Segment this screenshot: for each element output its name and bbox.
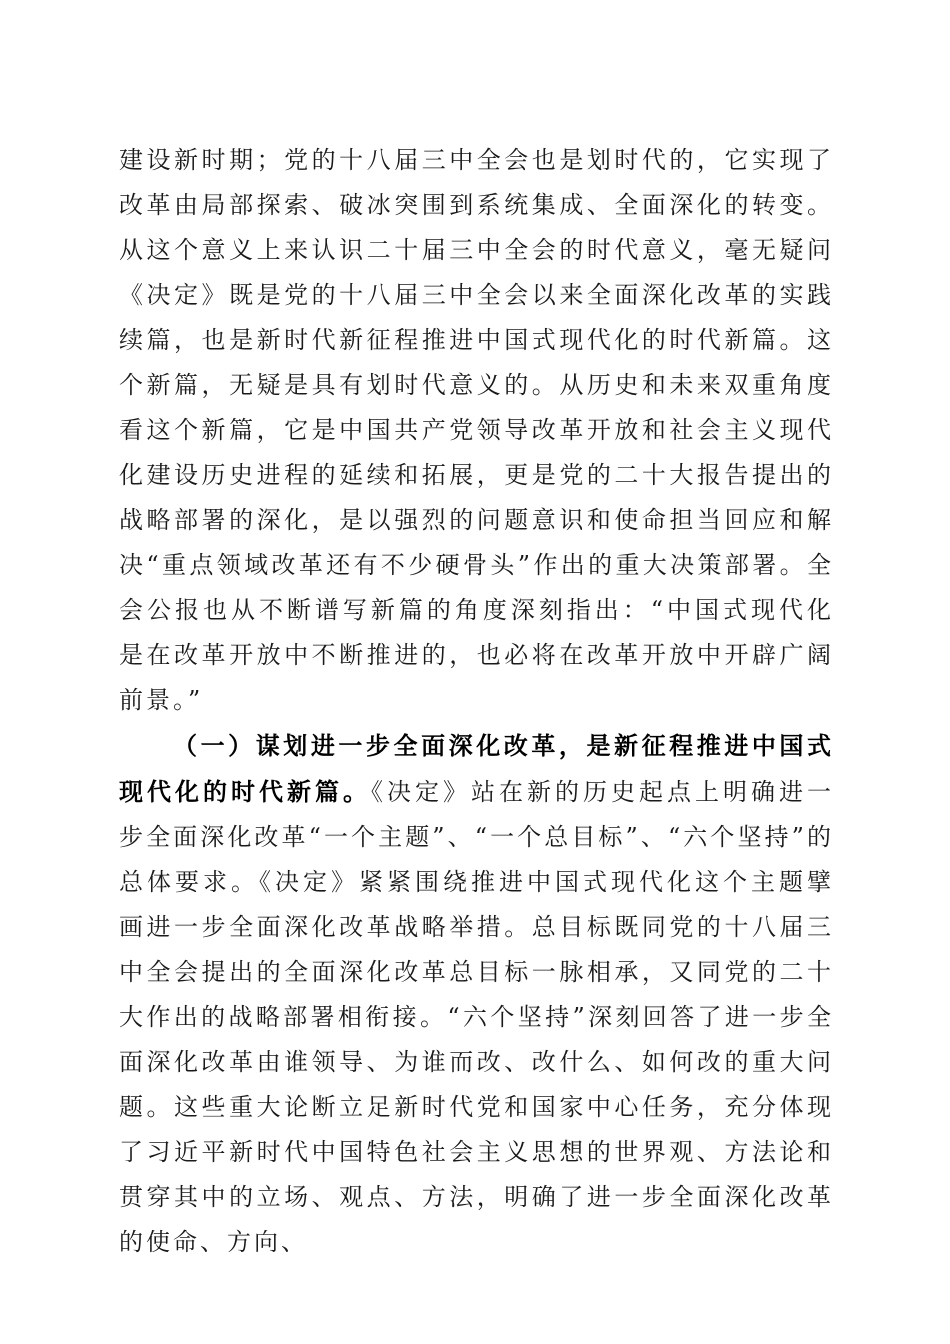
paragraph-continuation: 建设新时期；党的十八届三中全会也是划时代的，它实现了改革由局部探索、破冰突围到系统集成、全面深化的转变。从这个意义上来认识二十届三中全会的时代意义，毫无疑问《决定》既是党的十八届三中全会以来全面深化改革的实践续篇，也是新时代新征程推进中国式现代化的时代新篇。这个新篇，无疑是具有划时代意义的。从历史和未来双重角度看这个新篇，它是中国共产党领导改革开放和社会主义现代化建设历史进程的延续和拓展，更是党的二十大报告提出的战略部署的深化，是以强烈的问题意识和使命担当回应和解决“重点领域改革还有不少硬骨头”作出的重大决策部署。全会公报也从不断谱写新篇的角度深刻指出：“中国式现代化是在改革开放中不断推进的，也必将在改革开放中开辟广阔前景。” — [119, 146, 834, 714]
document-body — [119, 138, 834, 1265]
paragraph-section-one — [119, 723, 834, 1265]
section-heading: （一）谋划进一步全面深化改革，是新征程推进中国式现代化的时代新篇。 — [119, 731, 834, 806]
section-body-text: 《决定》站在新的历史起点上明确进一步全面深化改革“一个主题”、“一个总目标”、“六个坚持”的总体要求。《决定》紧紧围绕推进中国式现代化这个主题擘画进一步全面深化改革战略举措。总目标既同党的十八届三中全会提出的全面深化改革总目标一脉相承，又同党的二十大作出的战略部署相衔接。“六个坚持”深刻回答了进一步全面深化改革由谁领导、为谁而改、改什么、如何改的重大问题。这些重大论断立足新时代党和国家中心任务，充分体现了习近平新时代中国特色社会主义思想的世界观、方法论和贯穿其中的立场、观点、方法，明确了进一步全面深化改革的使命、方向、 — [119, 778, 834, 1256]
